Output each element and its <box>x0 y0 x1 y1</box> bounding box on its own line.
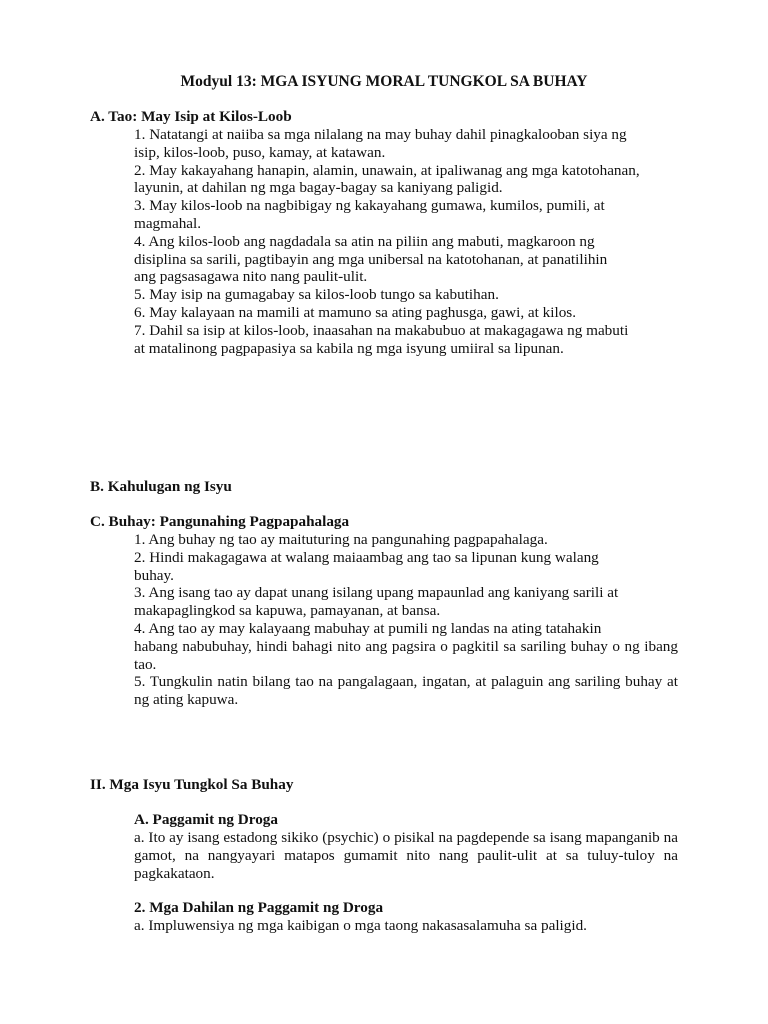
section-c-line: buhay. <box>134 566 174 584</box>
section-a-heading: A. Tao: May Isip at Kilos-Loob <box>90 108 292 125</box>
section-ii-2-text: a. Impluwensiya ng mga kaibigan o mga taong nakasasalamuha sa paligid. <box>134 917 587 934</box>
section-b-heading: B. Kahulugan ng Isyu <box>90 478 232 495</box>
section-a-line: disiplina sa sarili, pagtibayin ang mga unibersal na katotohanan, at panatilihin <box>134 250 608 268</box>
section-c-line: 3. Ang isang tao ay dapat unang isilang upang mapaunlad ang kaniyang sarili at <box>134 584 619 602</box>
section-c-line: makapaglingkod sa kapuwa, pamayanan, at bansa. <box>134 602 441 620</box>
section-a-line: ang pagsasagawa nito nang paulit-ulit. <box>134 268 368 286</box>
section-a-line: 5. May isip na gumagabay sa kilos-loob tungo sa kabutihan. <box>134 286 499 304</box>
section-a-line: 3. May kilos-loob na nagbibigay ng kakayahang gumawa, kumilos, pumili, at <box>134 197 605 215</box>
section-a-line: 4. Ang kilos-loob ang nagdadala sa atin na piliin ang mabuti, magkaroon ng <box>134 232 595 250</box>
section-a-line: isip, kilos-loob, puso, kamay, at katawan. <box>134 143 386 161</box>
section-a-line: magmahal. <box>134 214 202 232</box>
section-ii-a-heading: A. Paggamit ng Droga <box>134 811 278 828</box>
section-a-line: 2. May kakayahang hanapin, alamin, unawain, at ipaliwanag ang mga katotohanan, <box>134 161 640 179</box>
document-title: Modyul 13: MGA ISYUNG MORAL TUNGKOL SA BUHAY <box>180 73 588 90</box>
section-a-line: 6. May kalayaan na mamili at mamuno sa ating paghusga, gawi, at kilos. <box>134 303 577 321</box>
section-a-line: 7. Dahil sa isip at kilos-loob, inaasahan na makabubuo at makagagawa ng mabuti <box>134 321 629 339</box>
section-ii-2-heading: 2. Mga Dahilan ng Paggamit ng Droga <box>134 899 384 916</box>
section-c-line: 2. Hindi makagagawa at walang maiaambag ang tao sa lipunan kung walang <box>134 548 599 566</box>
section-c-line: 1. Ang buhay ng tao ay maituturing na pangunahing pagpapahalaga. <box>134 531 548 548</box>
section-c-line: habang nabubuhay, hindi bahagi nito ang pagsira o pagkitil sa sariling buhay o ng ibang tao. <box>134 637 678 673</box>
section-c-body <box>134 531 678 709</box>
section-a-line: layunin, at dahilan ng mga bagay-bagay sa kaniyang paligid. <box>134 179 503 197</box>
section-c-line: 5. Tungkulin natin bilang tao na pangalagaan, ingatan, at palaguin ang sariling buhay at ng ating kapuwa. <box>134 673 678 709</box>
section-c-line: 4. Ang tao ay may kalayaang mabuhay at pumili ng landas na ating tatahakin <box>134 619 602 637</box>
section-a-line: 1. Natatangi at naiiba sa mga nilalang na may buhay dahil pinagkalooban siya ng <box>134 126 627 143</box>
section-a-line: at matalinong pagpapasiya sa kabila ng mga isyung umiiral sa lipunan. <box>134 339 564 357</box>
section-c-heading: C. Buhay: Pangunahing Pagpapahalaga <box>90 513 350 530</box>
section-ii-a-text: a. Ito ay isang estadong sikiko (psychic) o pisikal na pagdepende sa isang mapanganib na gamot, na nangyayari matapos gumamit nito nang paulit-ulit at sa tuluy-tuloy na pagkakataon. <box>134 829 678 882</box>
section-ii-heading: II. Mga Isyu Tungkol Sa Buhay <box>90 776 294 793</box>
section-a-body <box>134 126 678 357</box>
